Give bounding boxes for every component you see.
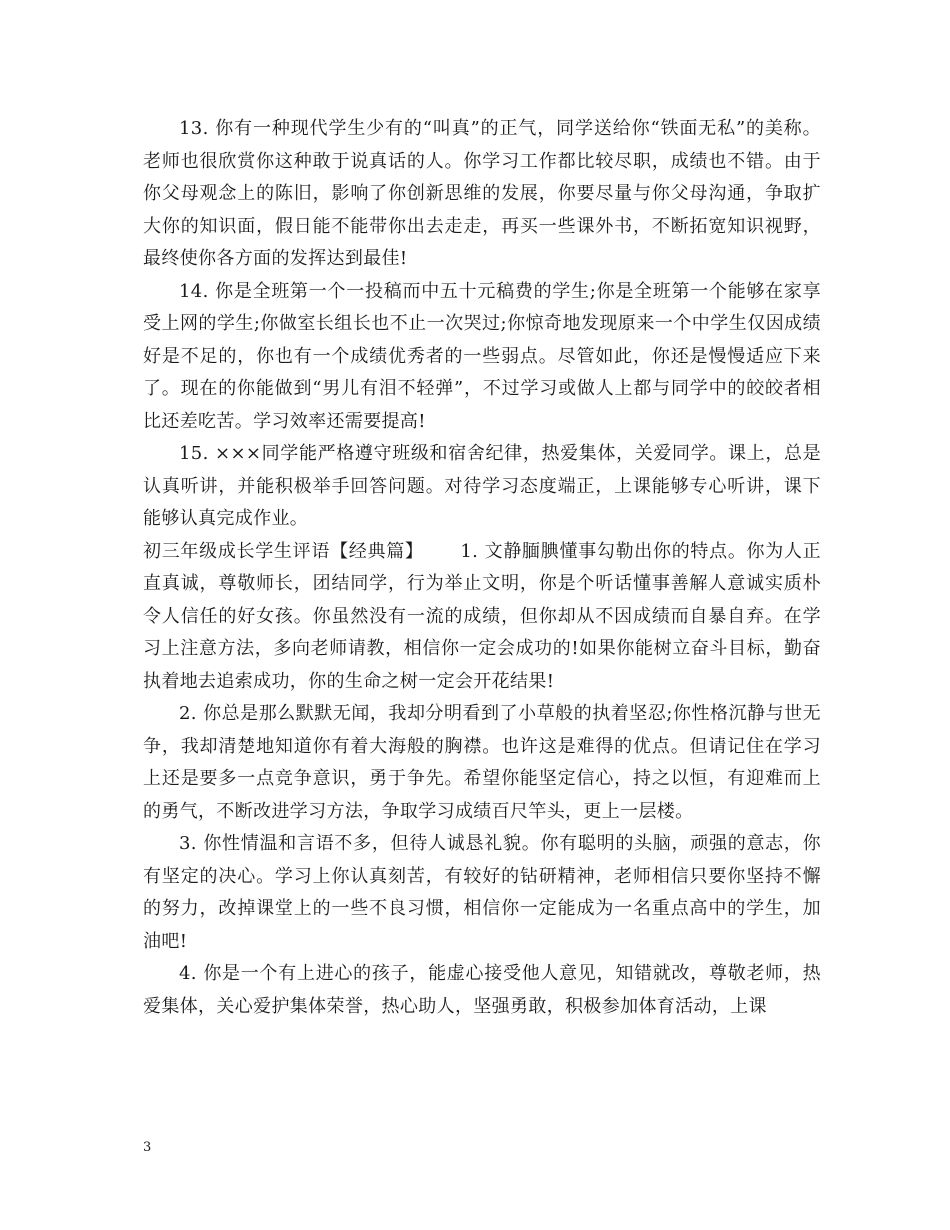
paragraph-comment-1: 1. 文静腼腆懂事勾勒出你的特点。你为人正直真诚，尊敬师长，团结同学，行为举止文明，你是个听话懂事善解人意诚实质朴令人信任的好女孩。你虽然没有一流的成绩，但你却从不因成绩而自暴自弃。在学习上注意方法，多向老师请教，相信你一定会成功的!如果你能树立奋斗目标，勤奋执着地去追索成功，你的生命之树一定会开花结果! — [143, 540, 822, 692]
paragraph-section-start — [143, 536, 821, 699]
paragraph-comment-13: 13. 你有一种现代学生少有的“叫真”的正气，同学送给你“铁面无私”的美称。老师也很欣赏你这种敢于说真话的人。你学习工作都比较尽职，成绩也不错。由于你父母观念上的陈旧，影响了你创新思维的发展，你要尽量与你父母沟通，争取扩大你的知识面，假日能不能带你出去走走，再买一些课外书，不断拓宽知识视野，最终使你各方面的发挥达到最佳! — [143, 118, 821, 269]
paragraph-comment-15: 15. ×××同学能严格遵守班级和宿舍纪律，热爱集体，关爱同学。课上，总是认真听讲，并能积极举手回答问题。对待学习态度端正，上课能够专心听讲，课下能够认真完成作业。 — [143, 443, 821, 529]
page-number: 3 — [143, 1140, 152, 1155]
paragraph-comment-3: 3. 你性情温和言语不多，但待人诚恳礼貌。你有聪明的头脑，顽强的意志，你有坚定的决心。学习上你认真刻苦，有较好的钻研精神，老师相信只要你坚持不懈的努力，改掉课堂上的一些不良习惯，相信你一定能成为一名重点高中的学生，加油吧! — [143, 833, 821, 952]
paragraph-comment-14: 14. 你是全班第一个一投稿而中五十元稿费的学生;你是全班第一个能够在家享受上网的学生;你做室长组长也不止一次哭过;你惊奇地发现原来一个中学生仅因成绩好是不足的，你也有一个成绩优秀者的一些弱点。尽管如此，你还是慢慢适应下来了。现在的你能做到“男儿有泪不轻弹”，不过学习或做人上都与同学中的皎皎者相比还差吃苦。学习效率还需要提高! — [143, 280, 821, 432]
paragraph-comment-2: 2. 你总是那么默默无闻，我却分明看到了小草般的执着坚忍;你性格沉静与世无争，我却清楚地知道你有着大海般的胸襟。也许这是难得的优点。但请记住在学习上还是要多一点竞争意识，勇于争先。希望你能坚定信心，持之以恒，有迎难而上的勇气，不断改进学习方法，争取学习成绩百尺竿头，更上一层楼。 — [143, 703, 821, 822]
document-body — [143, 113, 821, 1023]
section-gap — [424, 541, 461, 562]
section-heading: 初三年级成长学生评语【经典篇】 — [143, 540, 424, 562]
paragraph-comment-4: 4. 你是一个有上进心的孩子，能虚心接受他人意见，知错就改，尊敬老师，热爱集体，关心爱护集体荣誉，热心助人，坚强勇敢，积极参加体育活动，上课 — [143, 963, 821, 1017]
